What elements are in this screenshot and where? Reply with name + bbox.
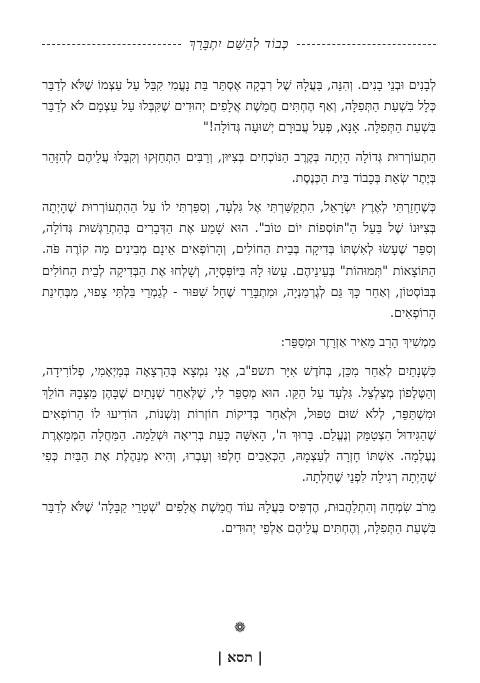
page-body [42, 74, 436, 546]
flower-ornament-icon: ❁ [234, 620, 246, 636]
paragraph-1: לְבָנִים וּבְנֵי בָנִים. וְהִנֵּה, בַּעֲלָהּ שֶׁל רִבְקָה אֶסְתֵּר בַּת נָעֳמִי קִבֵּל עַל עַצְמוֹ שֶׁלֹּא לְדַבֵּר כְּלָל בִּשְׁעַת הַתְּפִלָּה, וְאַף הֶחְתִּים חֲמֵשֶׁת אֲלָפִים יְהוּדִים שֶׁקִּבְּלוּ עַל עַצְמָם לֹא לְדַבֵּר בִּשְׁעַת הַתְּפִלָּה. אָנָּא, פְּעַל עֲבוּרָם יְשׁוּעָה גְּדוֹלָה!" [42, 77, 436, 135]
paragraph-4: מַמְשִׁיךְ הָרַב מֵאִיר אַזְרָזֶר וּמְסַפֵּר: [280, 334, 436, 350]
paragraph-3: כְּשֶׁחָזַרְתִּי לְאֶרֶץ יִשְׂרָאֵל, הִתְקַשַּׁרְתִּי אֶל גִּלְעָד, וְסִפַּרְתִּי לוֹ עַל הַהִתְעוֹרְרוּת שֶׁהָיְתָה בְּצִיּוּנוֹ שֶׁל בַּעַל הַ"תּוֹסְפוֹת יוֹם טוֹב". הוּא שָׁמַע אֶת הַדְּבָרִים בְּהִתְרַגְּשׁוּת גְּדוֹלָה, וְסִפֵּר שֶׁעָשׂוּ לְאִשְׁתּוֹ בְּדִיקָה בְּבֵית הַחוֹלִים, וְהָרוֹפְאִים אֵינָם מְבִינִים מָה קוֹרֶה פֹּה. הַתּוֹצָאוֹת "תְּמוּהוֹת" בְּעֵינֵיהֶם. עָשׂוּ לָהּ בִּיּוֹפְּסְיָה, וְשָׁלְחוּ אֶת הַבְּדִיקָה לְבֵית הַחוֹלִים בְּבּוֹסְטוֹן, וְאַחַר כָּךְ גַּם לְגֶרְמַנְיָה, וּמִתְבָּרֵר שֶׁחָל שִׁפּוּר - לְגַמְרֵי בִּלְתִּי צָפוּי, מִבְּחִינַת הָרוֹפְאִים. [42, 199, 436, 321]
header-title: כְּבוֹד לְהַשֵּׁם יִתְבָּרַךְ [189, 37, 289, 52]
paragraph-2: הִתְעוֹרְרוּת גְּדוֹלָה הָיְתָה בְּקֶרֶב הַנּוֹכְחִים בְּצִיּוּן, וְרַבִּים הִתְחַזְּקוּ וְקִבְּלוּ עֲלֵיהֶם לְהִזָּהֵר בְּיֶתֶר שְׂאֵת בְּכָבוֹד בֵּית הַכְּנֶסֶת. [42, 148, 436, 185]
header-rule-left [42, 44, 181, 45]
paragraph-6: מֵרֹב שִׂמְחָה וְהִתְלַהֲבוּת, הֶדְפִּיס בַּעֲלָהּ עוֹד חֲמֵשֶׁת אֲלָפִים 'שְׁטָרֵי קַבָּלָה' שֶׁלֹּא לְדַבֵּר בִּשְׁעַת הַתְּפִלָּה, וְהֶחְתִּים עֲלֵיהֶם אַלְפֵי יְהוּדִים. [42, 498, 436, 535]
paragraph-5: כִּשְׁנָתַיִם לְאַחַר מִכֵּן, בְּחֹדֶשׁ אִיָּר תשפ"ב, אֲנִי נִמְצָא בְּהַרְצָאָה בְּמַיְאָמִי, פְלוֹרִידָה, וְהַטֶּלֶפוֹן מְצַלְצֵל. גִּלְעָד עַל הַקַּו. הוּא מְסַפֵּר לִי, שֶׁלְּאַחַר שְׁנָתַיִם שֶׁבָּהֶן מַצָּבָהּ הוֹלֵךְ וּמִשְׁתַּפֵּר, לְלֹא שׁוּם טִפּוּל, וּלְאַחַר בְּדִיקוֹת חוֹזְרוֹת וְנִשְׁנוֹת, הוֹדִיעוּ לוֹ הָרוֹפְאִים שֶׁהַגִּידוּל הִצְטַמֵּק וְנֶעֱלַם. בָּרוּךְ ה', הָאִשָּׁה כָּעֵת בְּרִיאָה וּשְׁלֵמָה. הַמַּחֲלָה הַמְּמָאֶרֶת נֶעֶלְמָה. אִשְׁתּוֹ חָזְרָה לְעַצְמָהּ, הַכְּאֵבִים חָלְפוּ וְעָבְרוּ, וְהִיא מְנַהֶלֶת אֶת הַבַּיִת כְּפִי שֶׁהָיְתָה רְגִילָה לִפְנֵי שֶׁחָלְתָה. [42, 363, 436, 485]
running-header [42, 36, 436, 52]
header-rule-right [297, 44, 436, 45]
page-number: | תסא | [217, 650, 263, 666]
